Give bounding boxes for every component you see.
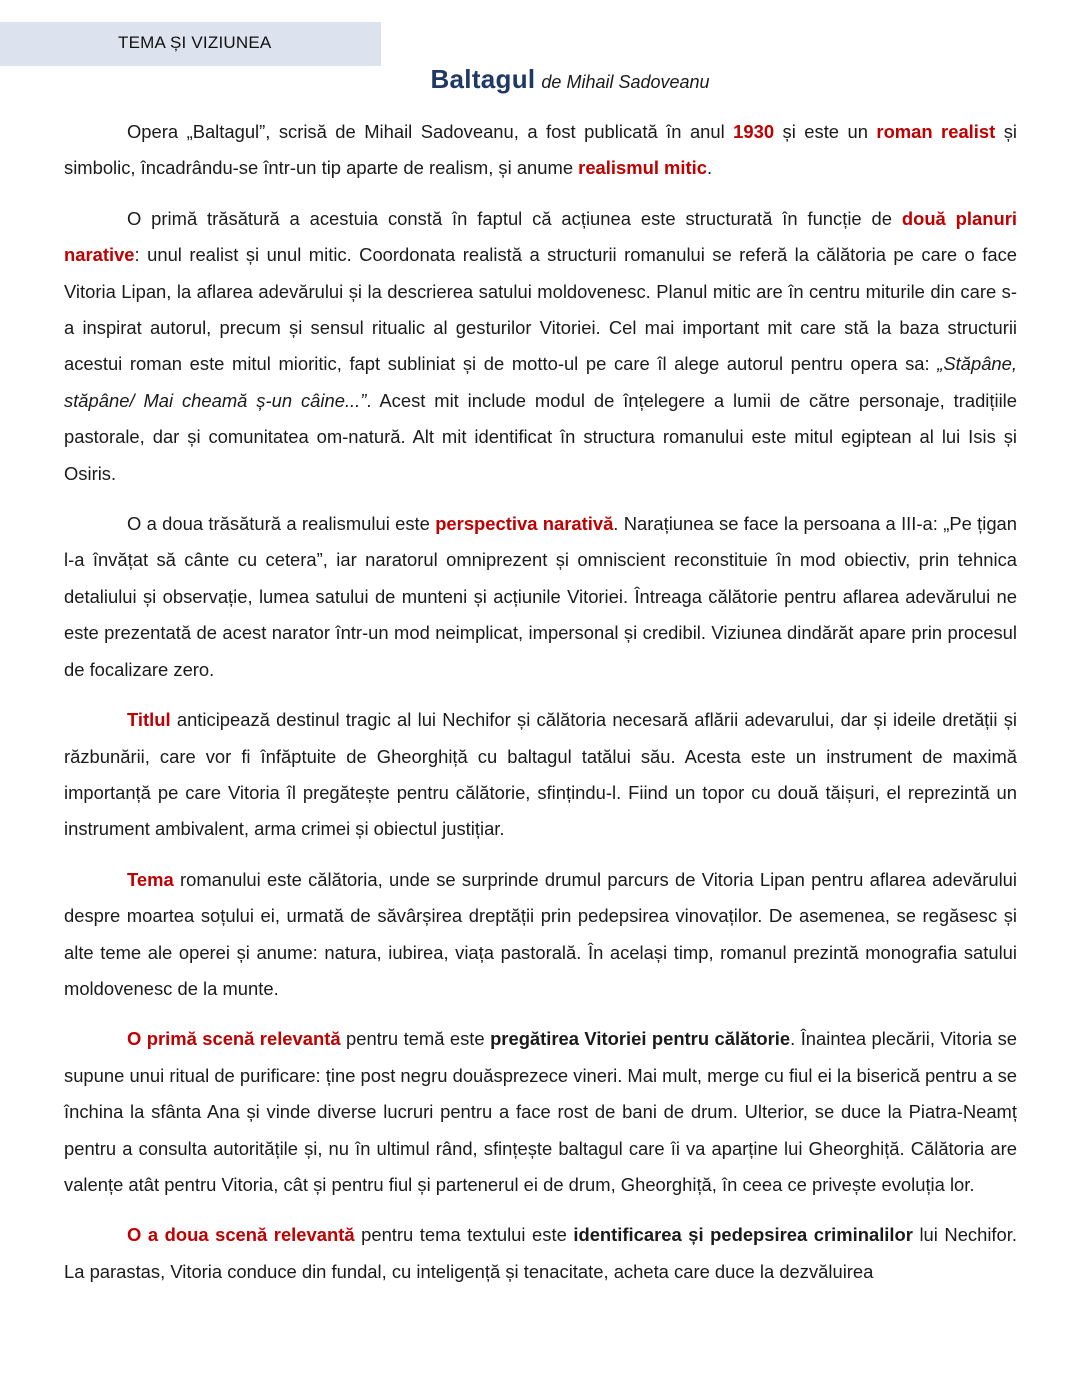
motto-quote: „Stăpâne, stăpâne/ Mai cheamă ș-un câine...” bbox=[64, 353, 1017, 411]
paragraph-narrative-planes bbox=[64, 201, 1017, 492]
text-run: anticipează destinul tragic al lui Nechifor și călătoria necesară aflării adevarului, dar și ideile dretății și răzbunării, care vor fi înfăptuite de Gheorghiță cu baltagul tatălui său. Acesta este un instrument de maximă importanță pe care Vitoria îl pregătește pentru călătorie, sfințindu-l. Fiind un topor cu două tăișuri, el reprezintă un instrument ambivalent, arma crimei și obiectul justițiar. bbox=[64, 709, 1017, 840]
text-run: pentru temă este bbox=[340, 1028, 491, 1050]
text-run: . Narațiunea se face la persoana a III-a: „Pe țigan l-a învățat să cânte cu cetera”, iar naratorul omniprezent și omniscient reconstituie în mod obiectiv, prin tehnica detaliului și observație, lumea satului de munteni și acțiunile Vitoriei. Întreaga călătorie pentru aflarea adevărului ne este prezentată de acest narator într-un mod neimplicat, impersonal și credibil. Viziunea dindărăt apare prin procesul de focalizare zero. bbox=[64, 513, 1018, 680]
title-subtitle: de Mihail Sadoveanu bbox=[541, 72, 710, 92]
text-run: Opera „Baltagul”, scrisă de Mihail Sadoveanu, a fost publicată în anul bbox=[127, 121, 734, 142]
highlight-term: 1930 bbox=[733, 121, 775, 142]
paragraph-narrative-perspective bbox=[64, 506, 1017, 688]
highlight-term: O a doua scenă relevantă bbox=[127, 1224, 355, 1246]
text-run: O primă trăsătură a acestuia constă în faptul că acțiunea este structurată în funcție de bbox=[127, 207, 902, 229]
bold-phrase: identificarea și pedepsirea criminalilor bbox=[573, 1224, 913, 1246]
highlight-term: două planuri narative bbox=[64, 207, 1017, 266]
text-run: și este un bbox=[774, 121, 877, 142]
text-run: O a doua trăsătură a realismului este bbox=[127, 513, 436, 535]
essay-body bbox=[64, 114, 1017, 1304]
text-run: romanului este călătoria, unde se surprinde drumul parcurs de Vitoria Lipan pentru aflarea adevărului despre moartea soțului ei, urmată de săvârșirea dreptății prin pedepsirea vinovaților. De asemenea, se regăsesc și alte teme ale operei și anume: natura, iubirea, viața pastorală. În același timp, romanul prezintă monografia satului moldovenesc de la munte. bbox=[64, 868, 1017, 999]
title-main: Baltagul bbox=[430, 64, 536, 94]
text-run: . Înaintea plecării, Vitoria se supune unui ritual de purificare: ține post negru douăsprezece vineri. Mai mult, merge cu fiul ei la biserică pentru a se închina la sfânta Ana și vinde diverse lucruri pentru a face rost de bani de drum. Ulterior, se duce la Piatra-Neamț pentru a consulta autoritățile și, nu în ultimul rând, sfințește baltagul care îi va aparține lui Gheorghiță. Călătoria are valențe atât pentru Vitoria, cât și pentru fiul și partenerul ei de drum, Gheorghiță, în ceea ce privește evoluția lor. bbox=[64, 1028, 1018, 1195]
text-run: și simbolic, încadrându-se într-un tip aparte de realism, și anume bbox=[64, 121, 1017, 179]
highlight-term: O primă scenă relevantă bbox=[127, 1028, 341, 1050]
paragraph-title bbox=[64, 702, 1017, 848]
paragraph-intro bbox=[64, 114, 1017, 187]
document-title bbox=[0, 64, 1080, 95]
text-run: : unul realist și unul mitic. Coordonata realistă a structurii romanului se referă la călătoria pe care o face Vitoria Lipan, la aflarea adevărului și la descrierea satului moldovenesc. Planul mitic are în centru miturile din care s-a inspirat autorul, precum și sensul ritualic al gesturilor Vitoriei. Cel mai important mit care stă la baza structurii acestui roman este mitul mioritic, fapt subliniat și de motto-ul pe care îl alege autorul pentru opera sa: bbox=[64, 244, 1017, 375]
highlight-term: perspectiva narativă bbox=[435, 513, 614, 535]
highlight-term: realismul mitic bbox=[578, 157, 707, 179]
section-header-band bbox=[0, 22, 381, 66]
paragraph-first-scene bbox=[64, 1021, 1017, 1203]
text-run: . bbox=[706, 157, 713, 179]
highlight-term: roman realist bbox=[876, 121, 996, 142]
highlight-term: Tema bbox=[127, 868, 174, 890]
text-run: lui Nechifor. La parastas, Vitoria conduce din fundal, cu inteligență și tenacitate, acheta care duce la dezvăluirea bbox=[64, 1224, 1017, 1282]
text-run: . Acest mit include modul de înțelegere a lumii de către personaje, tradițiile pastorale, dar și comunitatea om-natură. Alt mit identificat în structura romanului este mitul egiptean al lui Isis și Osiris. bbox=[64, 389, 1017, 484]
paragraph-theme bbox=[64, 862, 1017, 1008]
highlight-term: Titlul bbox=[127, 709, 171, 731]
paragraph-second-scene bbox=[64, 1217, 1017, 1290]
bold-phrase: pregătirea Vitoriei pentru călătorie bbox=[490, 1028, 791, 1050]
section-label: TEMA ȘI VIZIUNEA bbox=[118, 33, 272, 52]
text-run: pentru tema textului este bbox=[354, 1224, 574, 1246]
